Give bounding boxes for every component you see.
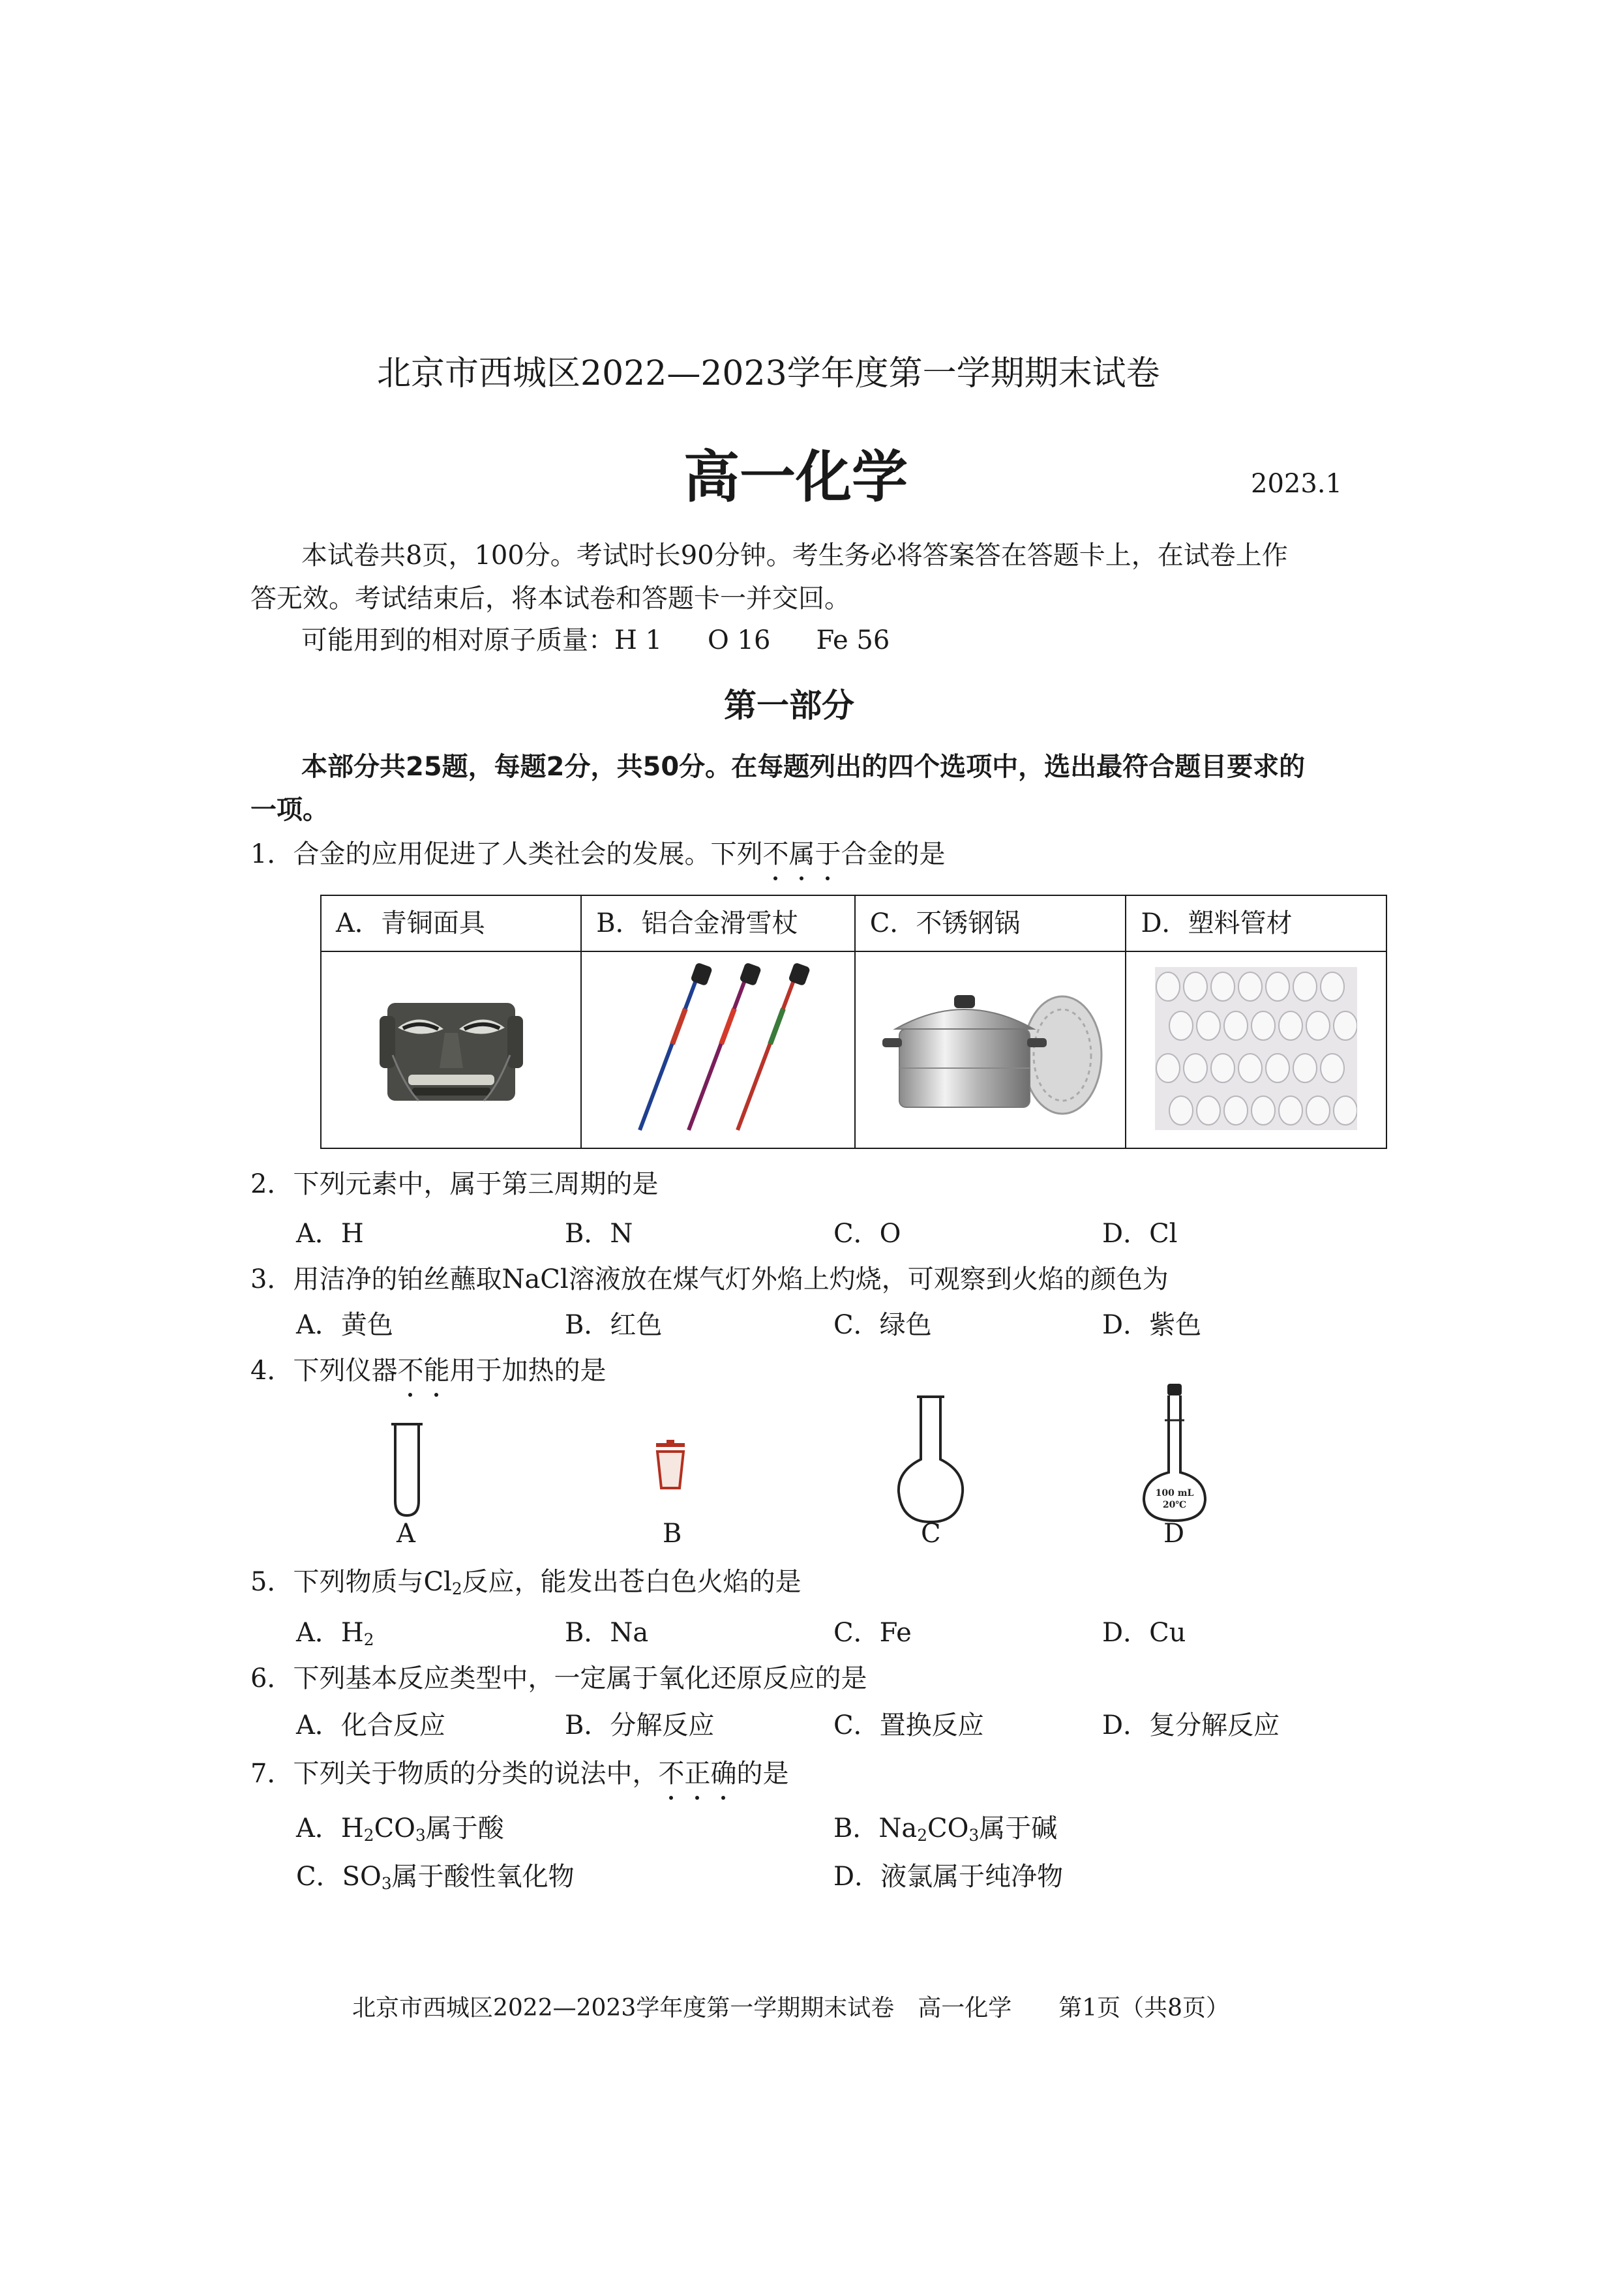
q5-option-a: [296, 1616, 374, 1650]
q6-stem-text: 下列基本反应类型中，一定属于氧化还原反应的是: [293, 1663, 867, 1693]
exam-title: 北京市西城区2022—2023学年度第一学期期末试卷: [377, 354, 1160, 393]
volumetric-flask-icon: [1139, 1381, 1210, 1525]
test-tube-icon: [389, 1422, 425, 1519]
atomic-masses: [301, 623, 890, 657]
q6-option-d: D．复分解反应: [1102, 1710, 1280, 1740]
q3-stem: [250, 1262, 1169, 1296]
q5-number: 5．: [250, 1567, 293, 1597]
exam-date: 2023.1: [1251, 469, 1342, 499]
q7-b-part1: B．Na: [833, 1813, 918, 1843]
page-footer: 北京市西城区2022—2023学年度第一学期期末试卷 高一化学 第1页（共8页）: [352, 1995, 1230, 2021]
q2-stem-text: 下列元素中，属于第三周期的是: [293, 1169, 659, 1199]
q7-option-b: [833, 1811, 1057, 1845]
round-bottom-flask-icon: [895, 1394, 966, 1525]
q7-a-part2: CO: [374, 1813, 415, 1843]
q4-stem-a: 下列仪器: [293, 1356, 398, 1386]
q1-stem: [250, 837, 945, 871]
q4-emph-0: 不: [397, 1354, 423, 1388]
q1-stem-a: 合金的应用促进了人类社会的发展。下列: [293, 839, 763, 869]
q7-c-part2: 属于酸性氧化物: [391, 1862, 575, 1892]
q2-option-b: B．N: [565, 1219, 633, 1249]
mass-o: O 16: [708, 625, 771, 655]
q4-stem: [250, 1354, 606, 1388]
mass-h: H 1: [614, 625, 663, 655]
bronze-mask-icon: [380, 977, 523, 1120]
q7-option-d: D．液氯属于纯净物: [833, 1862, 1064, 1892]
q7-emph-1: 正: [684, 1757, 710, 1791]
q5-stem: [250, 1565, 802, 1599]
q4-label-b: B: [663, 1519, 682, 1549]
flask-marking-temp: 20℃: [1162, 1500, 1187, 1510]
q2-number: 2．: [250, 1169, 293, 1199]
q1-emph-1: 属: [788, 837, 815, 871]
q7-stem-b: 的是: [736, 1759, 789, 1789]
q7-b-sub1: 2: [917, 1826, 928, 1845]
q3-option-a: A．黄色: [296, 1310, 393, 1340]
q3-stem-text: 用洁净的铂丝蘸取NaCl溶液放在煤气灯外焰上灼烧，可观察到火焰的颜色为: [293, 1264, 1169, 1294]
q5-option-c: C．Fe: [833, 1618, 912, 1648]
q3-option-d: D．紫色: [1102, 1310, 1202, 1340]
q7-b-sub2: 3: [968, 1826, 980, 1845]
q1-option-d-label: D．塑料管材: [1126, 895, 1386, 951]
q7-a-part1: A．H: [296, 1813, 364, 1843]
q6-option-a: A．化合反应: [296, 1710, 445, 1740]
q7-b-part2: CO: [927, 1813, 969, 1843]
q7-c-part1: C．SO: [296, 1862, 382, 1892]
q2-option-d: D．Cl: [1102, 1219, 1178, 1249]
q7-a-sub1: 2: [363, 1826, 374, 1845]
q3-number: 3．: [250, 1264, 293, 1294]
q2-stem: [250, 1167, 658, 1201]
q1-emph-0: 不: [762, 837, 788, 871]
q1-option-b-label: B．铝合金滑雪杖: [581, 895, 855, 951]
q4-stem-b: 用于加热的是: [449, 1356, 607, 1386]
q1-option-d-image: [1126, 951, 1386, 1148]
q7-emph-2: 确: [710, 1757, 736, 1791]
q5-option-a-sub: 2: [363, 1630, 374, 1650]
q1-emph-2: 于: [815, 837, 841, 871]
q4-label-a: A: [397, 1519, 415, 1549]
q1-option-a-label: A．青铜面具: [321, 895, 581, 951]
q1-option-b-image: [581, 951, 855, 1148]
steel-pot-icon: [873, 970, 1108, 1127]
flask-marking-volume: 100 mL: [1155, 1488, 1194, 1498]
crucible-icon: [651, 1440, 690, 1492]
q3-option-b: B．红色: [565, 1310, 663, 1340]
q7-b-part3: 属于碱: [979, 1813, 1058, 1843]
intro-line-2: 答无效。考试结束后，将本试卷和答题卡一并交回。: [250, 584, 850, 614]
q7-a-sub2: 3: [415, 1826, 426, 1845]
q5-stem-sub: 2: [451, 1579, 462, 1599]
part-instructions-1: 本部分共25题，每题2分，共50分。在每题列出的四个选项中，选出最符合题目要求的: [301, 752, 1306, 782]
q5-option-a-text: A．H: [296, 1618, 364, 1648]
q6-number: 6．: [250, 1663, 293, 1693]
q5-option-b: B．Na: [565, 1618, 649, 1648]
q5-stem-b: 反应，能发出苍白色火焰的是: [462, 1567, 802, 1597]
q4-label-d: D: [1163, 1519, 1185, 1549]
q7-stem: [250, 1757, 788, 1791]
subject-title: 高一化学: [683, 445, 908, 510]
mass-fe: Fe 56: [816, 625, 890, 655]
intro-line-1: 本试卷共8页，100分。考试时长90分钟。考生务必将答案答在答题卡上，在试卷上作: [301, 541, 1288, 571]
q4-emph-1: 能: [423, 1354, 449, 1388]
q1-options-table: [320, 895, 1387, 1149]
plastic-pipes-icon: [1155, 967, 1357, 1130]
q7-stem-a: 下列关于物质的分类的说法中，: [293, 1759, 659, 1789]
q1-option-c-label: C．不锈钢锅: [855, 895, 1126, 951]
q1-option-c-image: [855, 951, 1126, 1148]
q1-number: 1．: [250, 839, 293, 869]
q4-number: 4．: [250, 1356, 293, 1386]
ski-poles-icon: [614, 961, 822, 1137]
q3-option-c: C．绿色: [833, 1310, 932, 1340]
q1-stem-b: 合金的是: [841, 839, 946, 869]
q7-number: 7．: [250, 1759, 293, 1789]
q1-option-a-image: [321, 951, 581, 1148]
q7-option-c: [296, 1860, 575, 1894]
part-title: 第一部分: [724, 687, 854, 724]
q5-option-d: D．Cu: [1102, 1618, 1186, 1648]
q4-label-c: C: [921, 1519, 941, 1549]
q6-option-b: B．分解反应: [565, 1710, 715, 1740]
q2-option-c: C．O: [833, 1219, 901, 1249]
masses-label: 可能用到的相对原子质量：: [301, 625, 614, 655]
q7-a-part3: 属于酸: [425, 1813, 504, 1843]
q5-stem-a: 下列物质与Cl: [293, 1567, 452, 1597]
q6-stem: [250, 1662, 867, 1695]
q6-option-c: C．置换反应: [833, 1710, 984, 1740]
q7-c-sub: 3: [381, 1874, 392, 1894]
q7-option-a: [296, 1811, 504, 1845]
q7-emph-0: 不: [658, 1757, 684, 1791]
part-instructions-2: 一项。: [250, 795, 329, 825]
q2-option-a: A．H: [296, 1219, 364, 1249]
